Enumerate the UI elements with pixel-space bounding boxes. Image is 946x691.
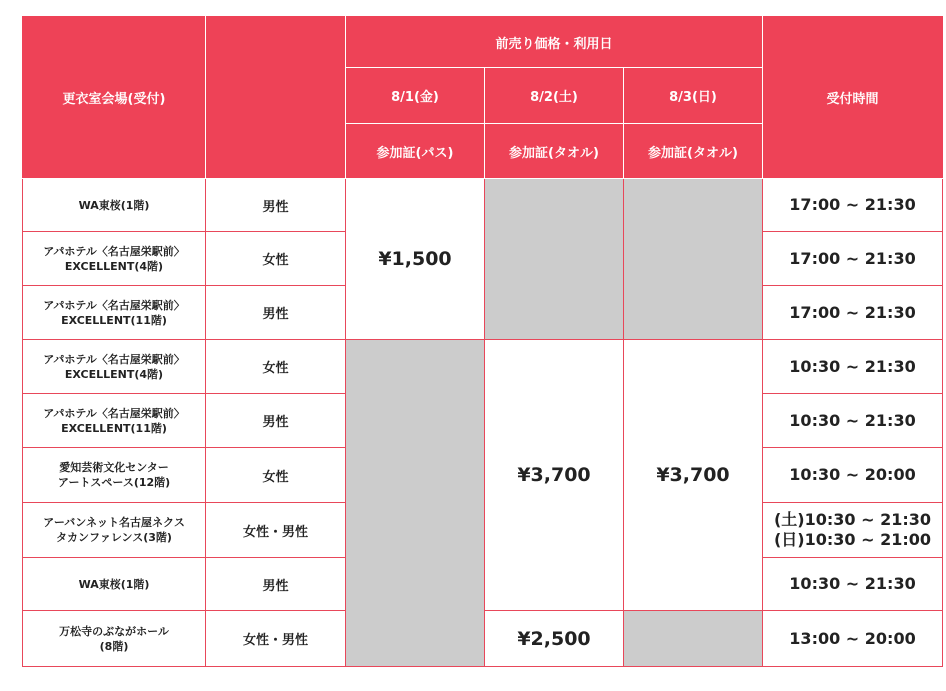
venue-cell: アパホテル〈名古屋栄駅前〉 EXCELLENT(4階) [23,340,206,394]
time-cell: 17:00 ~ 21:30 [763,179,943,232]
time-cell: 17:00 ~ 21:30 [763,232,943,286]
price-day2: ¥3,700 [485,340,624,611]
venue-cell: アパホテル〈名古屋栄駅前〉 EXCELLENT(4階) [23,232,206,286]
venue-cell: WA東桜(1階) [23,179,206,232]
gender-cell: 男性 [206,286,346,340]
venue-cell: アーバンネット名古屋ネクス タカンファレンス(3階) [23,503,206,558]
time-cell: 10:30 ~ 21:30 [763,340,943,394]
gender-cell: 女性・男性 [206,611,346,667]
gender-cell: 男性 [206,558,346,611]
unavailable-cell [624,179,763,340]
price-day1: ¥1,500 [346,179,485,340]
table-row [23,179,943,232]
time-cell: 10:30 ~ 21:30 [763,394,943,448]
price-day2-banshoji: ¥2,500 [485,611,624,667]
gender-cell: 男性 [206,394,346,448]
gender-cell: 男性 [206,179,346,232]
gender-cell: 女性 [206,232,346,286]
header-pass-day2: 参加証(タオル) [485,124,624,179]
gender-cell: 女性 [206,340,346,394]
venue-cell: WA東桜(1階) [23,558,206,611]
header-pass-day3: 参加証(タオル) [624,124,763,179]
time-cell: (土)10:30 ~ 21:30 (日)10:30 ~ 21:00 [763,503,943,558]
time-cell: 13:00 ~ 20:00 [763,611,943,667]
unavailable-cell [485,179,624,340]
time-cell: 17:00 ~ 21:30 [763,286,943,340]
time-cell: 10:30 ~ 20:00 [763,448,943,503]
gender-cell: 女性・男性 [206,503,346,558]
header-pass-day1: 参加証(パス) [346,124,485,179]
header-gender [206,17,346,179]
header-presale: 前売り価格・利用日 [346,17,763,68]
price-day3: ¥3,700 [624,340,763,611]
venue-cell: アパホテル〈名古屋栄駅前〉 EXCELLENT(11階) [23,286,206,340]
header-date-day2: 8/2(土) [485,68,624,124]
unavailable-cell [346,340,485,667]
venue-cell: 万松寺のぶながホール (8階) [23,611,206,667]
venue-cell: アパホテル〈名古屋栄駅前〉 EXCELLENT(11階) [23,394,206,448]
gender-cell: 女性 [206,448,346,503]
venue-cell: 愛知芸術文化センター アートスペース(12階) [23,448,206,503]
pricing-schedule-table [22,16,943,667]
header-date-day3: 8/3(日) [624,68,763,124]
header-venue: 更衣室会場(受付) [23,17,206,179]
header-date-day1: 8/1(金) [346,68,485,124]
table-row [23,340,943,394]
time-cell: 10:30 ~ 21:30 [763,558,943,611]
header-reception-time: 受付時間 [763,17,943,179]
unavailable-cell [624,611,763,667]
